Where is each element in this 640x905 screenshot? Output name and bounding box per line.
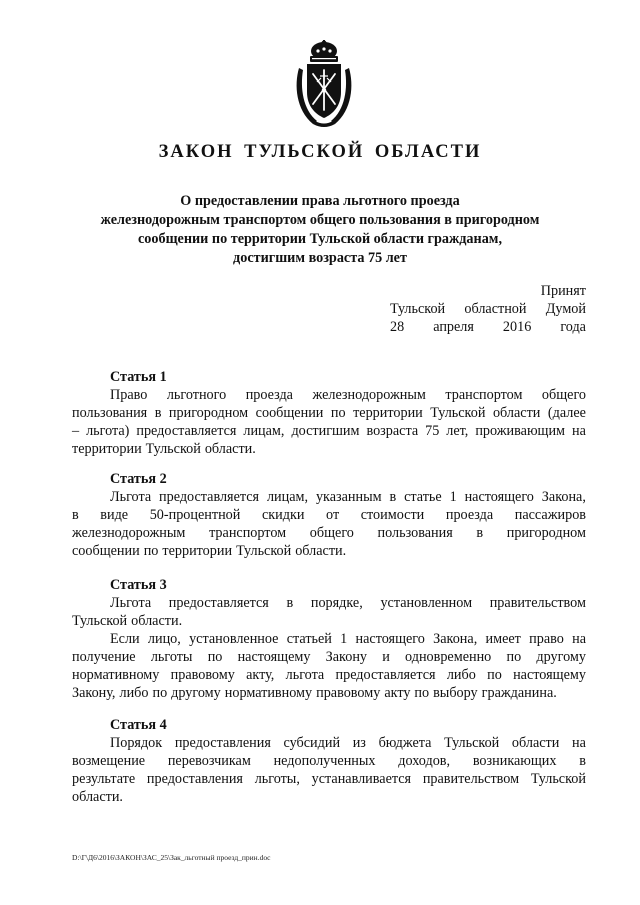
word: право — [529, 631, 564, 647]
word: выбору — [433, 685, 478, 701]
article-body — [72, 488, 586, 560]
word: 1 — [340, 631, 348, 647]
word: льготного — [166, 387, 227, 403]
word: по — [414, 685, 430, 701]
word: предоставления — [174, 735, 271, 751]
word: Тульской — [236, 543, 292, 559]
word: настоящего — [355, 631, 425, 647]
word: в — [154, 405, 162, 421]
word: проезда — [445, 507, 494, 523]
article-heading: Статья 3 — [110, 577, 167, 593]
word: указанным — [315, 489, 382, 505]
word: льгота — [285, 667, 325, 683]
law-title: ЗАКОН ТУЛЬСКОЙ ОБЛАСТИ — [158, 142, 482, 162]
word: скидки — [261, 507, 305, 523]
subtitle-line: О предоставлении права льготного проезда — [180, 193, 460, 209]
word: пользования — [377, 525, 453, 541]
word: Если — [110, 631, 140, 647]
word: достигшим — [291, 423, 360, 439]
word: Право — [110, 387, 148, 403]
file-path-footer: D:\Г\Д6\2016\ЗАКОН\ЗАС_25\Зак_льготный проезд_прин.doc — [72, 853, 271, 862]
word: пассажиров — [514, 507, 586, 523]
word: сообщении — [72, 543, 140, 559]
word: перевозчикам — [167, 753, 251, 769]
article-1 — [72, 368, 586, 458]
word: правовому — [316, 685, 381, 701]
adoption-word: 2016 — [502, 319, 532, 335]
word: по — [152, 685, 168, 701]
word: на — [572, 423, 586, 439]
word: Тульской — [72, 613, 128, 629]
adoption-word: года — [560, 319, 586, 335]
word: субсидий — [283, 735, 341, 751]
word: порядке, — [310, 595, 363, 611]
word: правительством — [489, 595, 586, 611]
word: другому — [171, 685, 221, 701]
word: акту — [384, 685, 411, 701]
adoption-date-line — [390, 318, 586, 336]
law-subtitle — [90, 192, 550, 268]
word: Тульской — [430, 405, 486, 421]
word: возраста — [366, 423, 419, 439]
word: железнодорожным — [72, 525, 186, 541]
word: и — [382, 649, 390, 665]
article-heading: Статья 1 — [110, 369, 167, 385]
word: настоящего — [464, 489, 534, 505]
adoption-word: областной — [464, 301, 527, 317]
word: нормативному — [224, 685, 313, 701]
word: одновременно — [405, 649, 492, 665]
subtitle-line: достигшим возраста 75 лет — [233, 250, 407, 266]
subtitle-line: железнодорожным транспортом общего пользования в пригородном — [100, 212, 540, 228]
article-body — [72, 734, 586, 806]
text-line — [72, 770, 586, 788]
word: либо — [446, 667, 476, 683]
word: настоящему — [237, 649, 311, 665]
word: пригородном — [168, 405, 249, 421]
adoption-word: апреля — [433, 319, 474, 335]
word: на — [572, 631, 586, 647]
word: транспортом — [445, 387, 523, 403]
adoption-word: Тульской — [390, 301, 446, 317]
word: сообщении — [255, 405, 324, 421]
text-line — [72, 506, 586, 524]
article-heading: Статья 4 — [110, 717, 167, 733]
adoption-word: Думой — [545, 301, 586, 317]
text-line — [72, 440, 586, 458]
word: области. — [131, 613, 183, 629]
word: по — [330, 405, 346, 421]
word: правовому — [170, 667, 235, 683]
text-line — [72, 422, 586, 440]
word: стоимости — [360, 507, 425, 523]
word: правительством — [422, 771, 520, 787]
word: по — [207, 649, 223, 665]
word: льготы — [150, 649, 193, 665]
word: территории — [72, 441, 142, 457]
subtitle-line: сообщении по территории Тульской области гражданам, — [137, 231, 503, 247]
word: лицам, — [266, 489, 309, 505]
word: лет, — [446, 423, 469, 439]
word: предоставляется — [159, 489, 260, 505]
word: в — [476, 525, 484, 541]
word: – — [72, 423, 80, 439]
word: Закона, — [541, 489, 586, 505]
word: в — [72, 507, 79, 523]
word: лицо, — [147, 631, 181, 647]
text-line — [72, 666, 586, 684]
word: Тульской — [145, 441, 201, 457]
word: территории — [162, 543, 233, 559]
adoption-line — [390, 282, 586, 300]
word: Тульской — [530, 771, 586, 787]
word: установленное — [189, 631, 279, 647]
word: области. — [204, 441, 256, 457]
text-line — [72, 630, 586, 648]
word: нормативному — [72, 667, 160, 683]
word: 75 — [425, 423, 440, 439]
adopted-label: Принят — [540, 283, 586, 299]
word: Порядок — [110, 735, 163, 751]
word: статье — [404, 489, 442, 505]
word: виде — [100, 507, 129, 523]
word: результате — [72, 771, 136, 787]
adoption-line — [390, 300, 586, 318]
word: по — [487, 667, 502, 683]
text-line — [72, 752, 586, 770]
word: области — [492, 405, 541, 421]
word: проезда — [245, 387, 293, 403]
word: (далее — [547, 405, 586, 421]
text-line — [72, 734, 586, 752]
word: области — [511, 735, 560, 751]
word: предоставляется — [335, 667, 436, 683]
word: пользования — [72, 405, 148, 421]
word: льготы, — [254, 771, 300, 787]
word: гражданина. — [481, 685, 557, 701]
word: в — [286, 595, 294, 611]
text-line — [72, 524, 586, 542]
word: возникающих — [472, 753, 557, 769]
article-4 — [72, 716, 586, 806]
word: Тульской — [444, 735, 500, 751]
article-3 — [72, 576, 586, 702]
text-line — [72, 404, 586, 422]
word: другому — [536, 649, 586, 665]
word: Льгота — [110, 489, 152, 505]
text-line — [72, 488, 586, 506]
word: из — [352, 735, 366, 751]
word: в — [579, 753, 586, 769]
word: льгота) — [86, 423, 130, 439]
adoption-block — [390, 282, 586, 336]
word: области. — [295, 543, 347, 559]
word: территории — [353, 405, 423, 421]
word: общего — [309, 525, 354, 541]
word: статьей — [286, 631, 332, 647]
word: пригородном — [506, 525, 586, 541]
word: предоставляется — [168, 595, 269, 611]
text-line — [72, 684, 586, 702]
word: от — [326, 507, 340, 523]
word: Закону, — [72, 685, 116, 701]
text-line — [72, 612, 586, 630]
word: области. — [72, 789, 123, 805]
word: имеет — [485, 631, 521, 647]
text-line — [72, 594, 586, 612]
article-heading: Статья 2 — [110, 471, 167, 487]
text-line — [72, 788, 586, 806]
text-line — [72, 542, 586, 560]
article-2 — [72, 470, 586, 560]
word: 50-процентной — [149, 507, 241, 523]
word: 1 — [449, 489, 457, 505]
word: предоставления — [146, 771, 243, 787]
word: акту, — [246, 667, 275, 683]
word: проживающим — [475, 423, 566, 439]
word: на — [572, 735, 586, 751]
word: недополученных — [273, 753, 376, 769]
word: Закону — [325, 649, 368, 665]
word: по — [143, 543, 159, 559]
word: бюджета — [378, 735, 432, 751]
word: возмещение — [72, 753, 146, 769]
word: установленном — [380, 595, 473, 611]
word: в — [389, 489, 397, 505]
article-body — [72, 386, 586, 458]
article-body — [72, 594, 586, 702]
word: настоящему — [513, 667, 586, 683]
text-line — [72, 648, 586, 666]
word: по — [506, 649, 522, 665]
adoption-word: 28 — [390, 319, 405, 335]
word: доходов, — [398, 753, 451, 769]
word: предоставляется — [136, 423, 237, 439]
word: Закона, — [433, 631, 478, 647]
word: железнодорожным — [312, 387, 426, 403]
word: либо — [119, 685, 149, 701]
word: транспортом — [209, 525, 287, 541]
word: Льгота — [110, 595, 152, 611]
word: получение — [72, 649, 136, 665]
word: лицам, — [243, 423, 285, 439]
word: общего — [541, 387, 586, 403]
word: устанавливается — [311, 771, 412, 787]
text-line — [72, 386, 586, 404]
tula-coat-of-arms-icon — [293, 40, 355, 130]
